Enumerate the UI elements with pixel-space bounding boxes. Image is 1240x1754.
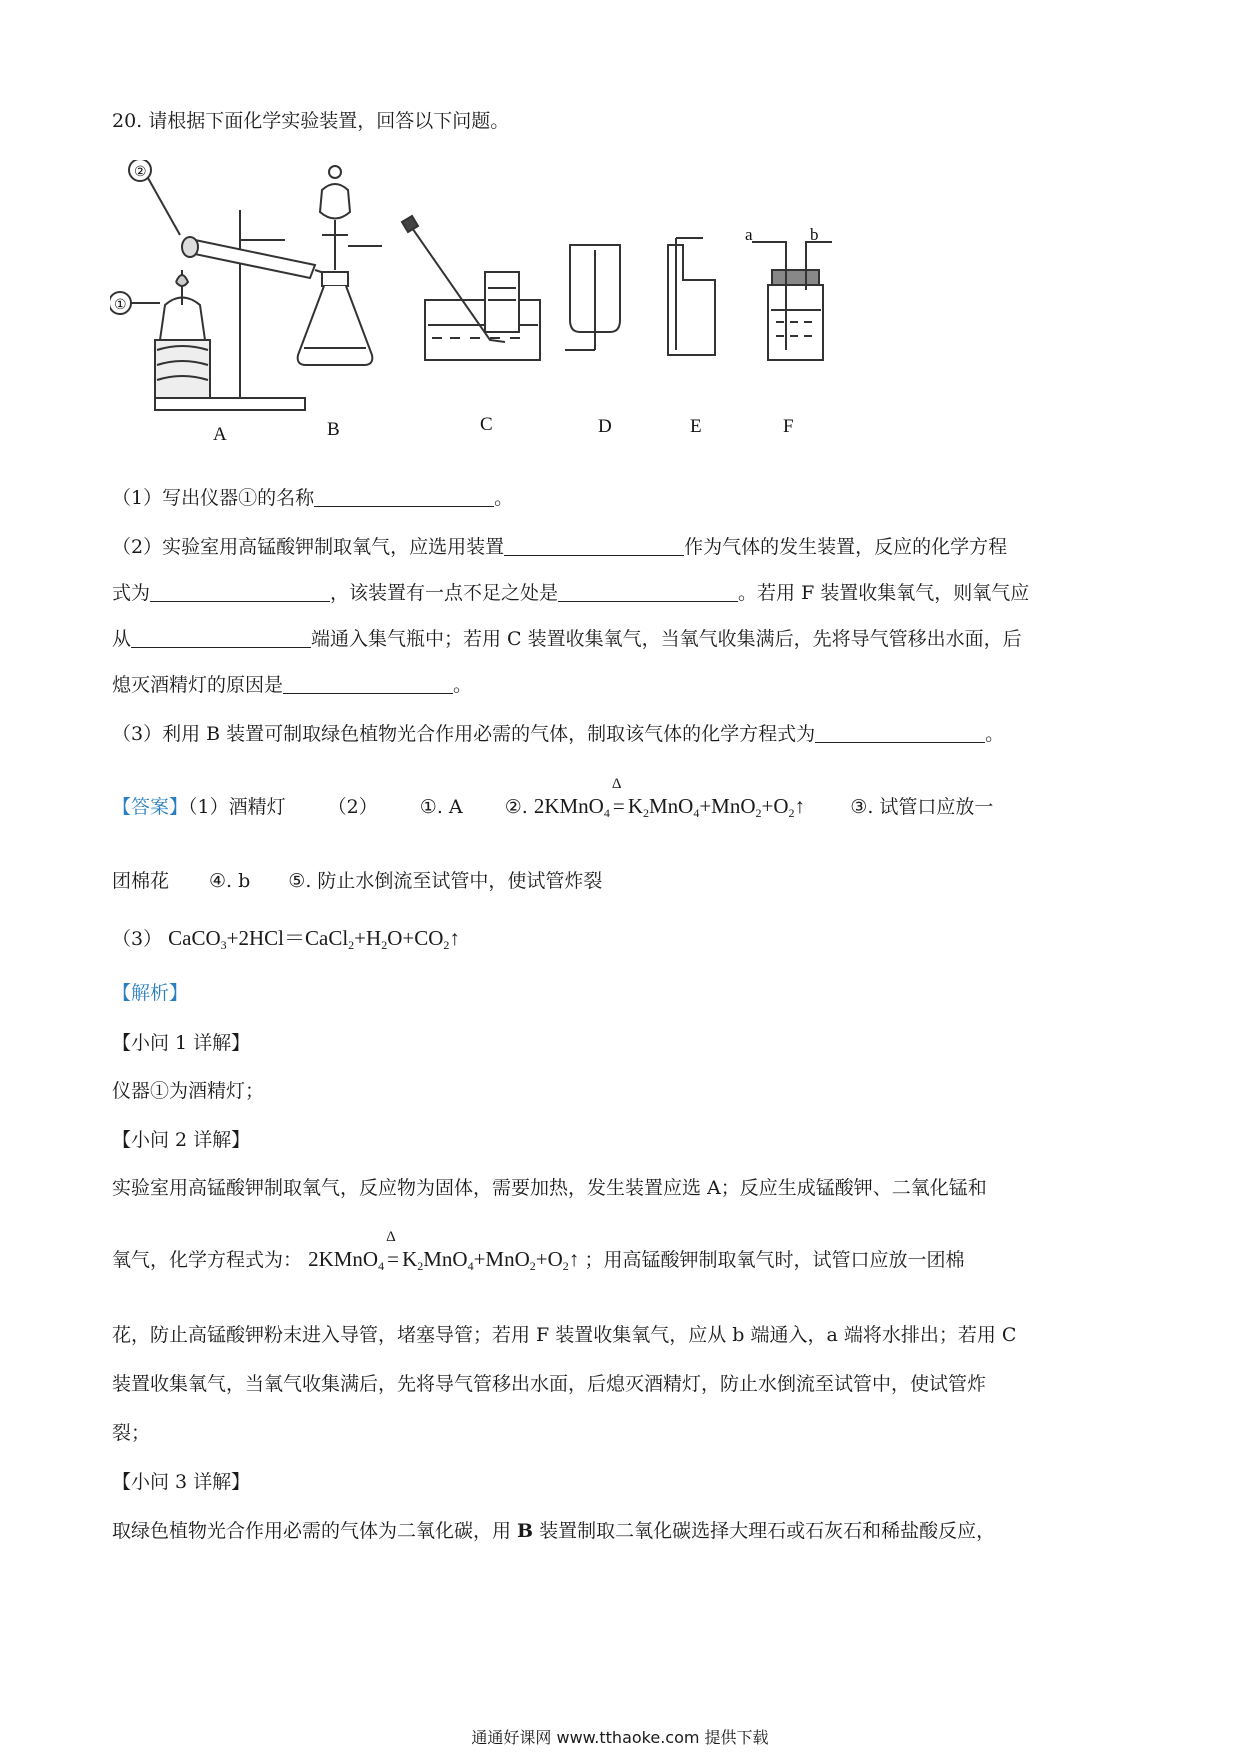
answer-line-2: 团棉花 ④. b ⑤. 防止水倒流至试管中，使试管炸裂 — [112, 870, 603, 892]
question-3: （3）利用 B 装置可制取绿色植物光合作用必需的气体，制取该气体的化学方程式为 。 — [112, 723, 1005, 745]
answer-blank[interactable] — [314, 487, 494, 507]
port-a-label: a — [745, 225, 753, 244]
subquestion-2-line-5: 裂； — [112, 1422, 151, 1444]
analysis-label: 【解析】 — [112, 982, 189, 1004]
answer-blank[interactable] — [558, 582, 738, 602]
subquestion-1-text: 仪器①为酒精灯； — [112, 1080, 265, 1102]
answer-blank[interactable] — [504, 536, 684, 556]
answer-label: 【答案】 — [112, 796, 189, 818]
port-b-label: b — [810, 225, 819, 244]
apparatus-d — [565, 245, 620, 350]
label-b: B — [327, 419, 340, 440]
subquestion-2-heading: 【小问 2 详解】 — [112, 1129, 251, 1151]
answer-blank[interactable] — [815, 723, 985, 743]
marker-2-text: ② — [134, 165, 147, 180]
answer-blank[interactable] — [150, 582, 330, 602]
label-c: C — [480, 414, 493, 435]
subquestion-2-line-3: 花，防止高锰酸钾粉末进入导管，堵塞导管；若用 F 装置收集氧气，应从 b 端通入，a 端将水排出；若用 C — [112, 1324, 1017, 1346]
label-e: E — [690, 416, 702, 437]
question-1: （1）写出仪器①的名称 。 — [112, 487, 514, 509]
apparatus-figure — [110, 160, 930, 460]
question-2-line-2: 式为 ，该装置有一点不足之处是 。若用 F 装置收集氧气，则氧气应 — [112, 582, 1030, 604]
subquestion-1-heading: 【小问 1 详解】 — [112, 1032, 251, 1054]
marker-1-text: ① — [114, 298, 127, 313]
answer-line-1: 【答案】（1）酒精灯 （2） ①. A ②. 2KMnO$_4$ Δ = $K_2MnO_4+MnO_2+O_2↑$ ③. 试管口应放一 — [112, 776, 994, 820]
answer-blank[interactable] — [131, 628, 311, 648]
label-f: F — [783, 416, 794, 437]
answer-blank[interactable] — [283, 674, 453, 694]
apparatus-c — [402, 216, 540, 360]
subquestion-2-line-4: 装置收集氧气，当氧气收集满后，先将导气管移出水面，后熄灭酒精灯，防止水倒流至试管中，使试管炸 — [112, 1373, 987, 1395]
kmno4-equation: 2KMnO$_4$ Δ = $K_2MnO_4+MnO_2+O_2↑$ — [533, 776, 806, 820]
question-2-line-3: 从 端通入集气瓶中；若用 C 装置收集氧气，当氧气收集满后，先将导气管移出水面，后 — [112, 628, 1022, 650]
question-title: 20. 请根据下面化学实验装置，回答以下问题。 — [112, 110, 510, 132]
label-d: D — [598, 416, 612, 437]
apparatus-f — [752, 242, 832, 360]
question-2-line-1: （2）实验室用高锰酸钾制取氧气，应选用装置 作为气体的发生装置，反应的化学方程 — [112, 536, 1008, 558]
subquestion-2-line-1: 实验室用高锰酸钾制取氧气，反应物为固体，需要加热，发生装置应选 A；反应生成锰酸钾、二氧化锰和 — [112, 1177, 987, 1199]
question-2-line-4: 熄灭酒精灯的原因是 。 — [112, 674, 473, 696]
caco3-equation: $CaCO_3+2HCl=CaCl_2+H_2O+CO_2↑$ — [168, 926, 460, 952]
footer-source[interactable]: 通通好课网 www.tthaoke.com 提供下载 — [471, 1728, 769, 1747]
subquestion-2-line-2: 氧气，化学方程式为： 2KMnO$_4$ Δ = $K_2MnO_4+MnO_2+O_2↑$ ；用高锰酸钾制取氧气时，试管口应放一团棉 — [112, 1229, 965, 1273]
subquestion-3-line-1: 取绿色植物光合作用必需的气体为二氧化碳，用 B 装置制取二氧化碳选择大理石或石灰石和稀盐酸反应， — [112, 1520, 996, 1542]
apparatus-e — [668, 238, 715, 355]
kmno4-equation-analysis: 2KMnO$_4$ Δ = $K_2MnO_4+MnO_2+O_2↑$ — [308, 1229, 580, 1273]
apparatus-a — [155, 210, 340, 410]
label-a: A — [213, 424, 227, 445]
subquestion-3-heading: 【小问 3 详解】 — [112, 1471, 251, 1493]
answer-line-3: （3） $CaCO_3+2HCl=CaCl_2+H_2O+CO_2↑$ — [112, 926, 460, 952]
